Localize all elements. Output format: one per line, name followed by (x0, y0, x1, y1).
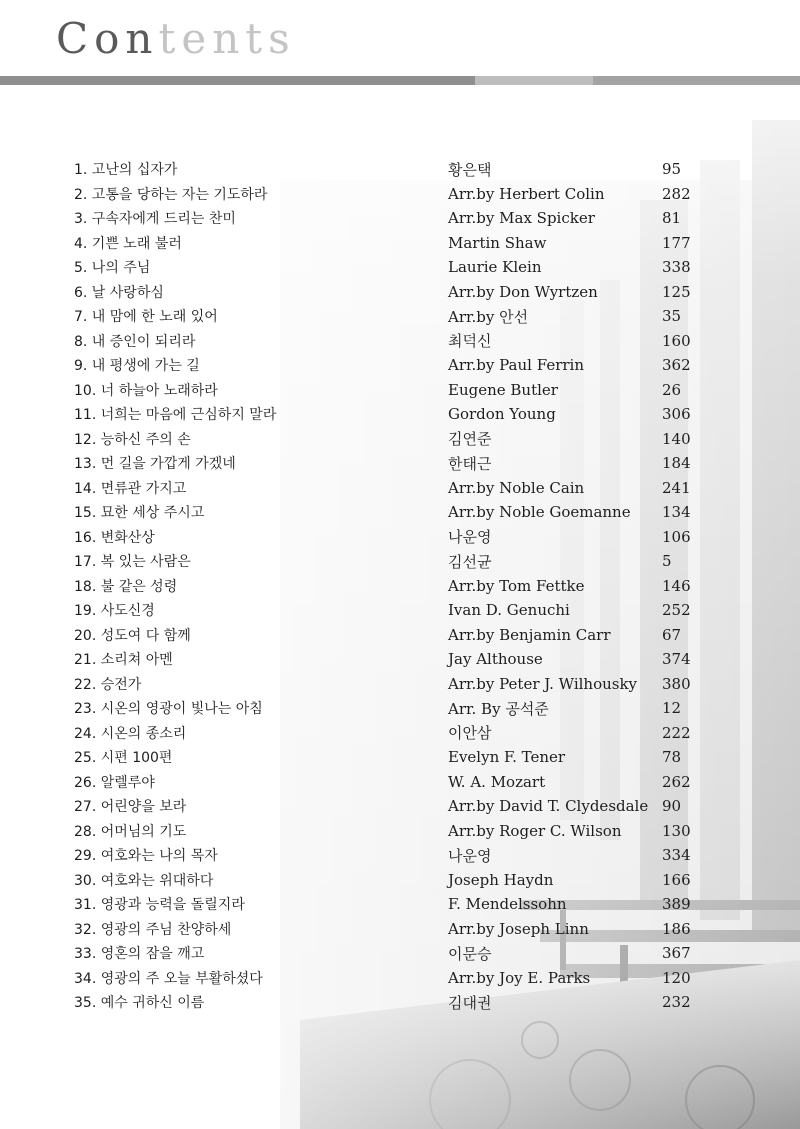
toc-entry[interactable] (74, 843, 714, 868)
toc-entry-composer: Laurie Klein (448, 258, 542, 277)
toc-entry-title: 34. 영광의 주 오늘 부활하셨다 (74, 970, 263, 987)
toc-entry-page: 67 (662, 625, 682, 644)
toc-entry-composer: Arr.by Benjamin Carr (448, 625, 611, 644)
toc-entry-title: 15. 묘한 세상 주시고 (74, 505, 205, 522)
toc-entry-composer: W. A. Mozart (448, 772, 546, 791)
toc-entry-page: 338 (662, 258, 691, 277)
toc-entry-composer: 나운영 (448, 846, 492, 865)
toc-entry-composer: 이문승 (448, 944, 492, 963)
toc-entry-page: 146 (662, 576, 691, 595)
toc-entry-title: 9. 내 평생에 가는 길 (74, 358, 200, 375)
toc-entry-composer: Martin Shaw (448, 233, 547, 252)
toc-entry-title: 3. 구속자에게 드리는 찬미 (74, 211, 236, 228)
toc-entry-composer: 김선균 (448, 552, 492, 571)
toc-entry-title: 29. 여호와는 나의 목자 (74, 848, 218, 865)
toc-entry-composer: Arr.by David T. Clydesdale (448, 797, 649, 816)
page-title-dark-part: Con (56, 14, 159, 63)
toc-entry-page: 26 (662, 380, 682, 399)
toc-entry-page: 106 (662, 527, 691, 546)
page-title-light-part: tents (158, 14, 296, 63)
toc-entry-page: 232 (662, 993, 691, 1012)
toc-entry-composer: Evelyn F. Tener (448, 748, 566, 767)
toc-entry-title: 5. 나의 주님 (74, 260, 151, 277)
toc-entry-page: 367 (662, 944, 691, 963)
toc-entry-title: 30. 여호와는 위대하다 (74, 872, 214, 889)
toc-entry-title: 8. 내 증인이 되리라 (74, 333, 196, 350)
toc-entry-composer: Arr.by Herbert Colin (448, 184, 605, 203)
toc-entry-composer: Arr.by Don Wyrtzen (448, 282, 598, 301)
toc-entry[interactable] (74, 794, 714, 819)
toc-entry-title: 14. 면류관 가지고 (74, 480, 187, 497)
toc-entry-title: 17. 복 있는 사람은 (74, 554, 191, 571)
toc-entry-page: 78 (662, 748, 682, 767)
toc-entry[interactable] (74, 378, 714, 403)
toc-entry-page: 125 (662, 282, 691, 301)
toc-entry-composer: Jay Althouse (448, 650, 543, 669)
toc-entry[interactable] (74, 917, 714, 942)
toc-entry-composer: 김연준 (448, 430, 492, 449)
toc-entry[interactable] (74, 280, 714, 305)
toc-entry-composer: Arr.by 안선 (448, 307, 529, 326)
toc-entry-page: 120 (662, 968, 691, 987)
toc-entry-title: 23. 시온의 영광이 빛나는 아침 (74, 701, 263, 718)
toc-entry-composer: 이안삼 (448, 724, 492, 743)
toc-entry-page: 252 (662, 601, 691, 620)
toc-entry-composer: 김대권 (448, 993, 492, 1012)
toc-entry[interactable] (74, 623, 714, 648)
toc-entry-page: 186 (662, 919, 691, 938)
toc-entry-page: 140 (662, 429, 691, 448)
toc-entry-composer: Arr.by Joseph Linn (448, 919, 589, 938)
toc-entry[interactable] (74, 500, 714, 525)
toc-entry-title: 24. 시온의 종소리 (74, 725, 187, 742)
toc-entry-title: 35. 예수 귀하신 이름 (74, 995, 205, 1012)
toc-entry-title: 10. 너 하늘아 노래하라 (74, 382, 218, 399)
toc-entry-composer: Arr.by Max Spicker (448, 209, 595, 228)
toc-entry-page: 95 (662, 160, 682, 179)
toc-entry-title: 25. 시편 100편 (74, 750, 173, 767)
toc-entry-page: 134 (662, 503, 691, 522)
toc-entry[interactable] (74, 255, 714, 280)
toc-entry-page: 262 (662, 772, 691, 791)
toc-entry-page: 306 (662, 405, 691, 424)
toc-entry[interactable] (74, 672, 714, 697)
toc-entry[interactable] (74, 598, 714, 623)
toc-entry[interactable] (74, 476, 714, 501)
toc-entry-composer: Eugene Butler (448, 380, 558, 399)
toc-entry[interactable] (74, 819, 714, 844)
toc-entry-composer: Arr.by Paul Ferrin (448, 356, 584, 375)
toc-entry-composer: 한태근 (448, 454, 492, 473)
toc-entry-page: 389 (662, 895, 691, 914)
toc-entry-page: 241 (662, 478, 691, 497)
toc-entry-composer: 황은택 (448, 160, 492, 179)
toc-entry-title: 27. 어린양을 보라 (74, 799, 187, 816)
toc-entry[interactable] (74, 574, 714, 599)
toc-entry-page: 160 (662, 331, 691, 350)
toc-entry-composer: Arr.by Noble Goemanne (448, 503, 631, 522)
toc-entry[interactable] (74, 745, 714, 770)
toc-entry-page: 222 (662, 723, 691, 742)
toc-entry-composer: Arr.by Peter J. Wilhousky (448, 674, 638, 693)
toc-entry-title: 7. 내 맘에 한 노래 있어 (74, 309, 218, 326)
header-divider-bar (0, 76, 800, 85)
toc-entry[interactable] (74, 770, 714, 795)
toc-entry[interactable] (74, 427, 714, 452)
header-bar-segment (0, 76, 475, 85)
toc-entry[interactable] (74, 182, 714, 207)
toc-entry-title: 26. 알렐루야 (74, 774, 155, 791)
toc-entry-page: 334 (662, 846, 691, 865)
toc-entry-title: 19. 사도신경 (74, 603, 155, 620)
toc-entry-title: 31. 영광과 능력을 돌릴지라 (74, 897, 245, 914)
toc-entry[interactable] (74, 157, 714, 182)
toc-entry-title: 22. 승전가 (74, 676, 142, 693)
toc-entry-composer: Arr.by Roger C. Wilson (448, 821, 622, 840)
toc-entry-composer: Joseph Haydn (448, 870, 554, 889)
toc-entry[interactable] (74, 304, 714, 329)
toc-entry[interactable] (74, 329, 714, 354)
toc-entry-title: 2. 고통을 당하는 자는 기도하라 (74, 186, 268, 203)
toc-entry-page: 362 (662, 356, 691, 375)
toc-entry[interactable] (74, 892, 714, 917)
toc-entry-title: 21. 소리쳐 아멘 (74, 652, 173, 669)
toc-entry-composer: Ivan D. Genuchi (448, 601, 570, 620)
toc-entry-page: 166 (662, 870, 691, 889)
toc-entry-page: 374 (662, 650, 691, 669)
toc-entry-title: 16. 변화산상 (74, 529, 155, 546)
toc-entry[interactable] (74, 451, 714, 476)
toc-entry-composer: 나운영 (448, 528, 492, 547)
toc-entry-title: 20. 성도여 다 함께 (74, 627, 191, 644)
toc-entry-title: 6. 날 사랑하심 (74, 284, 164, 301)
toc-entry-title: 11. 너희는 마음에 근심하지 말라 (74, 407, 277, 424)
toc-entry-page: 35 (662, 307, 682, 326)
toc-entry-page: 81 (662, 209, 682, 228)
page-title (56, 14, 296, 63)
toc-entry-page: 184 (662, 454, 691, 473)
toc-entry[interactable] (74, 525, 714, 550)
toc-entry[interactable] (74, 353, 714, 378)
toc-entry-title: 28. 어머님의 기도 (74, 823, 187, 840)
toc-entry-title: 12. 능하신 주의 손 (74, 431, 191, 448)
toc-entry-page: 282 (662, 184, 691, 203)
header-bar-segment (593, 76, 800, 85)
toc-entry[interactable] (74, 206, 714, 231)
toc-entry-composer: Gordon Young (448, 405, 556, 424)
toc-entry-page: 380 (662, 674, 691, 693)
toc-entry-page: 90 (662, 797, 682, 816)
toc-entry[interactable] (74, 868, 714, 893)
toc-entry-page: 130 (662, 821, 691, 840)
toc-entry[interactable] (74, 966, 714, 991)
toc-entry-composer: Arr. By 공석준 (448, 699, 549, 718)
table-of-contents (74, 157, 714, 1015)
toc-entry-composer: Arr.by Noble Cain (448, 478, 585, 497)
toc-entry[interactable] (74, 990, 714, 1015)
toc-entry[interactable] (74, 696, 714, 721)
toc-entry-composer: Arr.by Tom Fettke (448, 576, 585, 595)
toc-entry-page: 12 (662, 699, 682, 718)
toc-entry-page: 177 (662, 233, 691, 252)
toc-entry-composer: Arr.by Joy E. Parks (448, 968, 591, 987)
toc-entry[interactable] (74, 941, 714, 966)
toc-entry[interactable] (74, 231, 714, 256)
toc-entry[interactable] (74, 402, 714, 427)
toc-entry[interactable] (74, 647, 714, 672)
toc-entry-title: 4. 기쁜 노래 불러 (74, 235, 182, 252)
toc-entry-title: 18. 불 같은 성령 (74, 578, 178, 595)
toc-entry-title: 13. 먼 길을 가깝게 가겠네 (74, 456, 236, 473)
toc-entry[interactable] (74, 721, 714, 746)
toc-entry-composer: F. Mendelssohn (448, 895, 567, 914)
toc-entry-page: 5 (662, 552, 672, 571)
toc-entry-title: 1. 고난의 십자가 (74, 162, 178, 179)
header-bar-segment (475, 76, 593, 85)
toc-entry-title: 33. 영혼의 잠을 깨고 (74, 946, 205, 963)
toc-entry[interactable] (74, 549, 714, 574)
toc-entry-title: 32. 영광의 주님 찬양하세 (74, 921, 232, 938)
toc-entry-composer: 최덕신 (448, 332, 492, 351)
